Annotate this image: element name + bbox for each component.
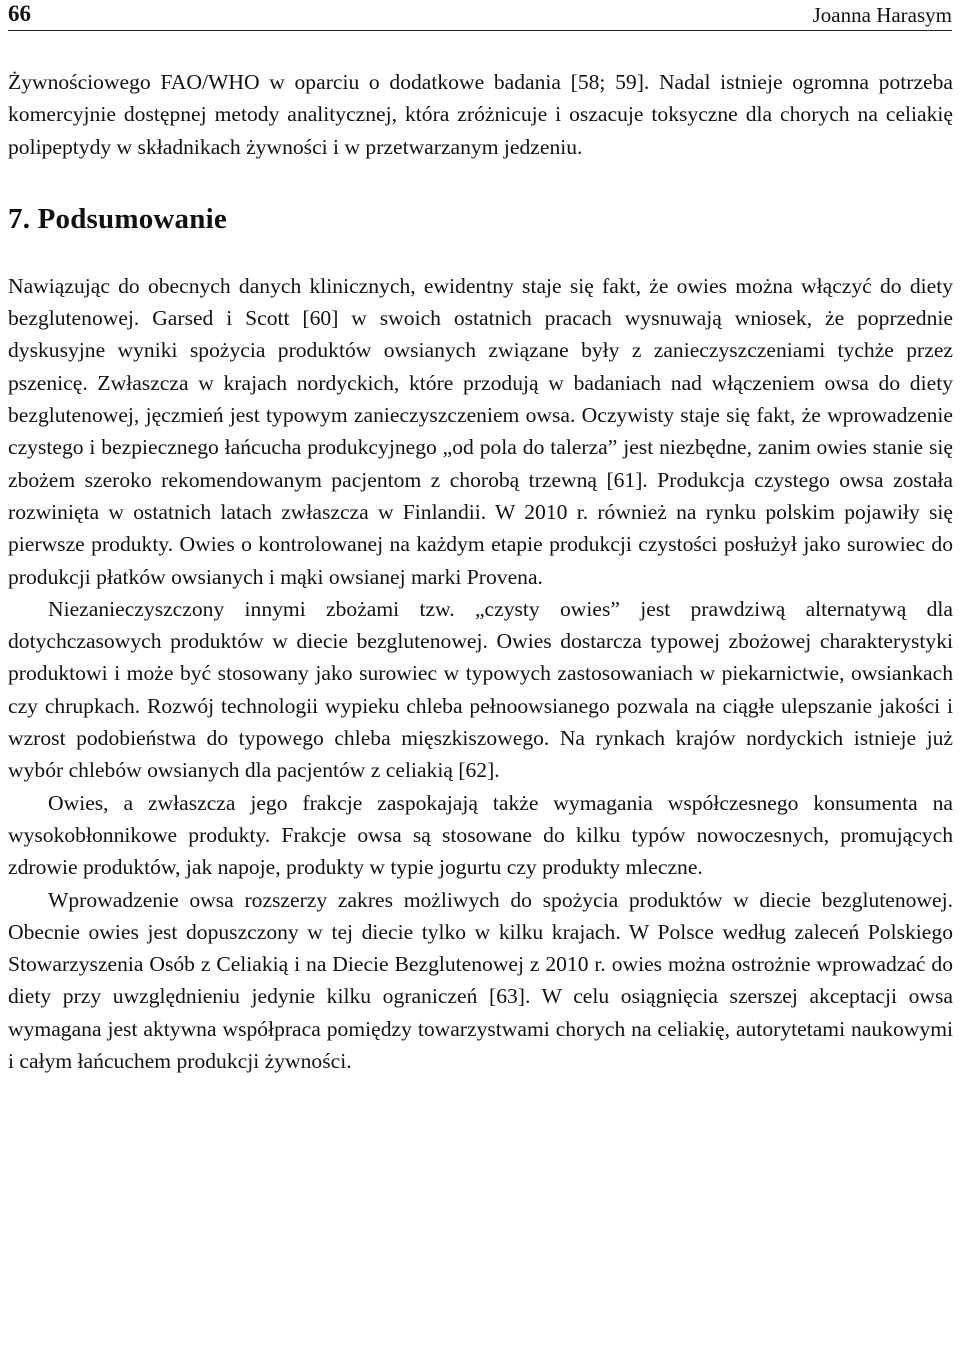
page-body <box>8 66 953 1077</box>
page-number: 66 <box>8 1 31 26</box>
paragraph: Nawiązując do obecnych danych klinicznych, ewidentny staje się fakt, że owies można włączyć do diety bezglutenowej. Garsed i Scott [60] w swoich ostatnich pracach wysnuwają wniosek, że poprzednie dyskusyjne wyniki spożycia produktów owsianych związane były z zanieczyszczeniami tychże przez pszenicę. Zwłaszcza w krajach nordyckich, które przodują w badaniach nad włączeniem owsa do diety bezglutenowej, jęczmień jest typowym zanieczyszczeniem owsa. Oczywisty staje się fakt, że wprowadzenie czystego i bezpiecznego łańcucha produkcyjnego „od pola do talerza” jest niezbędne, zanim owies stanie się zbożem szeroko rekomendowanym pacjentom z chorobą trzewną [61]. Produkcja czystego owsa została rozwinięta w ostatnich latach zwłaszcza w Finlandii. W 2010 r. również na rynku polskim pojawiły się pierwsze produkty. Owies o kontrolowanej na każdym etapie produkcji czystości posłużył jako surowiec do produkcji płatków owsianych i mąki owsianej marki Provena. <box>8 273 953 589</box>
section-heading: 7. Podsumowanie <box>8 202 227 235</box>
paragraph: Niezanieczyszczony innymi zbożami tzw. „czysty owies” jest prawdziwą alternatywą dla dotychczasowych produktów w diecie bezglutenowej. Owies dostarcza typowej zbożowej charakterystyki produktowi i może być stosowany jako surowiec w typowych zastosowaniach w piekarnictwie, owsiankach czy chrupkach. Rozwój technologii wypieku chleba pełnoowsianego pozwala na ciągłe ulepszanie jakości i wzrost podobieństwa do typowego chleba mięszkiszowego. Na rynkach krajów nordyckich istnieje już wybór chlebów owsianych dla pacjentów z celiakią [62]. <box>8 596 953 783</box>
paragraph: Wprowadzenie owsa rozszerzy zakres możliwych do spożycia produktów w diecie bezglutenowej. Obecnie owies jest dopuszczony w tej diecie tylko w kilku krajach. W Polsce według zaleceń Polskiego Stowarzyszenia Osób z Celiakią i na Diecie Bezglutenowej z 2010 r. owies można ostrożnie wprowadzać do diety przy uwzględnieniu jedynie kilku ograniczeń [63]. W celu osiągnięcia szerszej akceptacji owsa wymagana jest aktywna współpraca pomiędzy towarzystwami chorych na celiakię, autorytetami naukowymi i całym łańcuchem produkcji żywności. <box>8 887 953 1074</box>
paragraph: Owies, a zwłaszcza jego frakcje zaspokajają także wymagania współczesnego konsumenta na wysokobłonnikowe produkty. Frakcje owsa są stosowane do kilku typów nowoczesnych, promujących zdrowie produktów, jak napoje, produkty w typie jogurtu czy produkty mleczne. <box>8 790 953 880</box>
running-header-author: Joanna Harasym <box>812 3 952 27</box>
running-header <box>8 0 952 31</box>
paragraph-continued: Żywnościowego FAO/WHO w oparciu o dodatkowe badania [58; 59]. Nadal istnieje ogromna potrzeba komercyjnie dostępnej metody analitycznej, która zróżnicuje i oszacuje toksyczne dla chorych na celiakię polipeptydy w składnikach żywności i w przetwarzanym jedzeniu. <box>8 70 953 159</box>
